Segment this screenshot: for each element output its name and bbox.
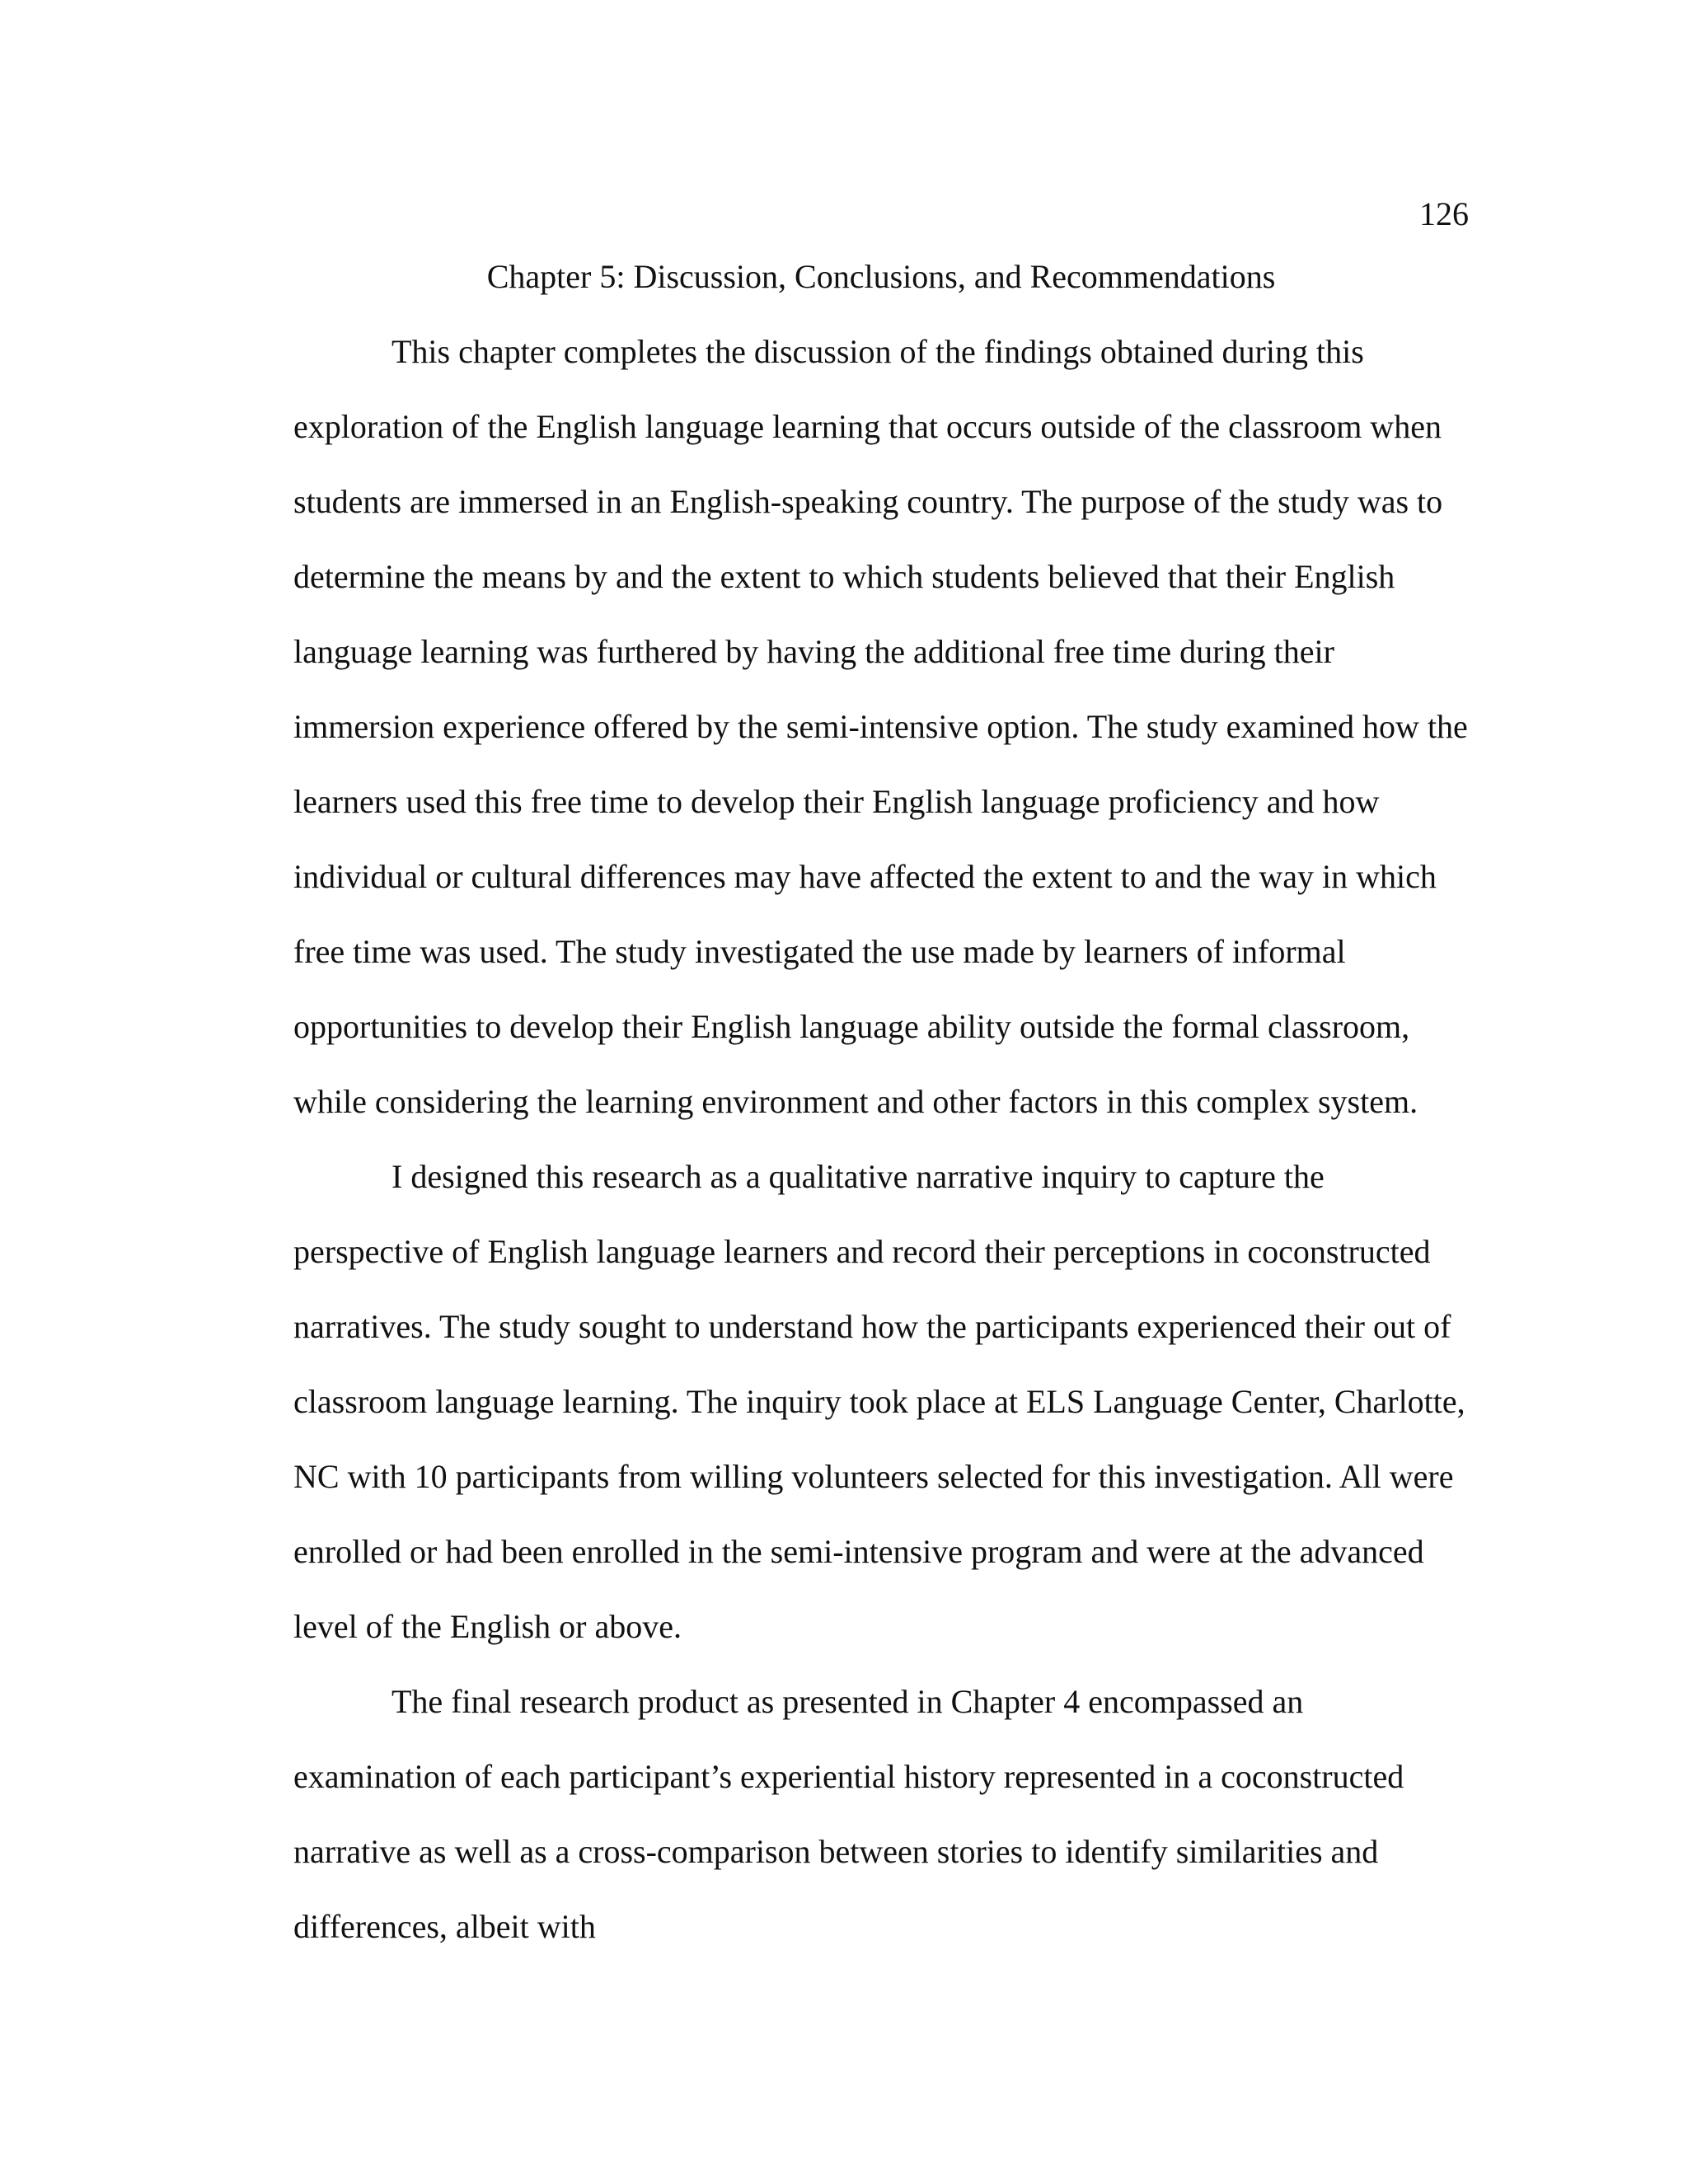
page-number: 126 xyxy=(1419,195,1469,232)
chapter-title: Chapter 5: Discussion, Conclusions, and Recommendations xyxy=(486,258,1276,295)
paragraph-2: I designed this research as a qualitative narrative inquiry to capture the perspective of English language learners and record their perceptions in coconstructed narratives. The study sought to understand how the participants experienced their out of classroom language learning. The inquiry took place at ELS Language Center, Charlotte, NC with 10 participants from willing volunteers selected for this investigation. All were enrolled or had been enrolled in the semi-intensive program and were at the advanced level of the English or above. xyxy=(293,1158,1465,1645)
body-text xyxy=(293,314,1469,1964)
paragraph-3: The final research product as presented in Chapter 4 encompassed an examination of each participant’s experiential history represented in a coconstructed narrative as well as a cross-comparison between stories to identify similarities and differences, albeit with xyxy=(293,1683,1404,1945)
paragraph-1: This chapter completes the discussion of the findings obtained during this exploration of the English language learning that occurs outside of the classroom when students are immersed in an English-speaking country. The purpose of the study was to determine the means by and the extent to which students believed that their English language learning was furthered by having the additional free time during their immersion experience offered by the semi-intensive option. The study examined how the learners used this free time to develop their English language proficiency and how individual or cultural differences may have affected the extent to and the way in which free time was used. The study investigated the use made by learners of informal opportunities to develop their English language ability outside the formal classroom, while considering the learning environment and other factors in this complex system. xyxy=(293,333,1468,1120)
